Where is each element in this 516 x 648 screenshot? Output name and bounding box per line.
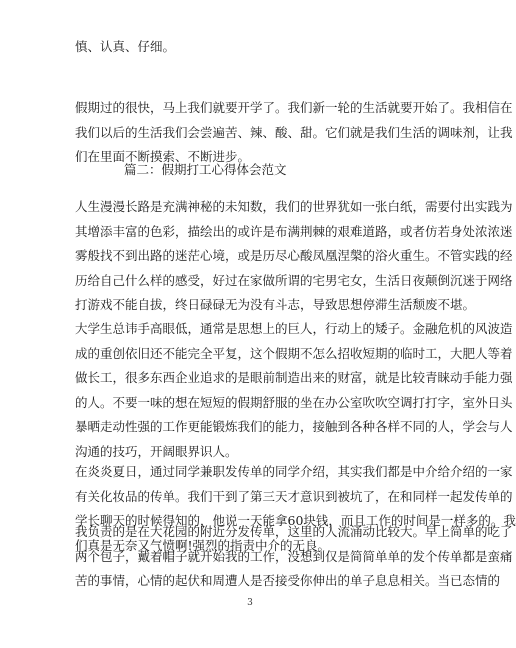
text-line: 的人。不要一味的想在短短的假期舒服的坐在办公室吹吹空调打打字，室外日头 <box>75 394 513 410</box>
text-line: 人生漫漫长路是充满神秘的未知数，我们的世界犹如一张白纸，需要付出实践为 <box>75 199 513 214</box>
text-line: 暴晒走动性强的工作更能锻炼我们的能力，接触到各种各样不同的人，学会与人 <box>75 419 513 434</box>
text-line: 慎、认真、仔细。 <box>75 39 176 54</box>
text-line: 其增添丰富的色彩，描绘出的或许是布满荆棘的艰难道路，或者仿若身处浓浓迷 <box>75 223 513 239</box>
text-line: 们真是无奈又气愤啊!强烈的指责中介的无良。 <box>75 537 331 553</box>
text-line: 打游戏不能自拔，终日碌碌无为没有斗志，导致思想停滞生活颓废不堪。 <box>75 297 476 312</box>
text-line: 们在里面不断摸索、不断进步。 <box>75 149 251 164</box>
text-line: 苦的事情，心情的起伏和周遭人是否接受你伸出的单子息息相关。当已态情的 <box>75 573 501 588</box>
text-line: 两个包子，戴着帽子就开始我的工作，没想到仅是简简单单的发个传单都是蛮痛 <box>75 548 513 564</box>
paragraph-closing-fragment <box>75 35 427 60</box>
text-line: 沟通的技巧，开阔眼界识人。 <box>75 443 238 459</box>
paragraph-life-journey <box>75 195 513 318</box>
text-line: 我们以后的生活我们会尝遍苦、辣、酸、甜。它们就是我们生活的调味剂，让我 <box>75 124 513 140</box>
section-heading: 篇二：假期打工心得体会范文 <box>124 162 287 177</box>
text-line: 做长工，很多东西企业追求的是眼前制造出来的财富，就是比较青睐动手能力强 <box>75 370 513 385</box>
text-line: 我负责的是在大花园的附近分发传单，这里的人流涌动比较大。早上简单的吃了 <box>75 524 513 539</box>
text-line: 假期过的很快，马上我们就要开学了。我们新一轮的生活就要开始了。我相信在 <box>75 100 513 115</box>
text-line: 雾般找不到出路的迷茫心境，或是历尽心酸凤凰涅槃的浴火重生。不管实践的经 <box>75 248 513 263</box>
text-line: 大学生总讳手高眼低，通常是思想上的巨人，行动上的矮子。金融危机的风波造 <box>75 321 513 336</box>
text-line: 在炎炎夏日，通过同学兼职发传单的同学介绍，其实我们都是中介给介绍的一家 <box>75 464 513 479</box>
text-line: 历给自己什么样的感受，好过在家做所谓的宅男宅女，生活日夜颠倒沉迷于网络 <box>75 272 513 288</box>
page-number: 3 <box>247 598 253 608</box>
text-line: 有关化妆品的传单。我们干到了第三天才意识到被坑了，在和同样一起发传单的 <box>75 488 513 504</box>
text-line: 学长聊天的时候得知的，他说一天能拿60块钱，而且工作的时间是一样多的。我 <box>75 513 516 528</box>
text-line: 成的重创依旧还不能完全平复，这个假期不怎么招收短期的临时工，大肥人等着 <box>75 345 513 361</box>
paragraph-college-students <box>75 317 513 464</box>
